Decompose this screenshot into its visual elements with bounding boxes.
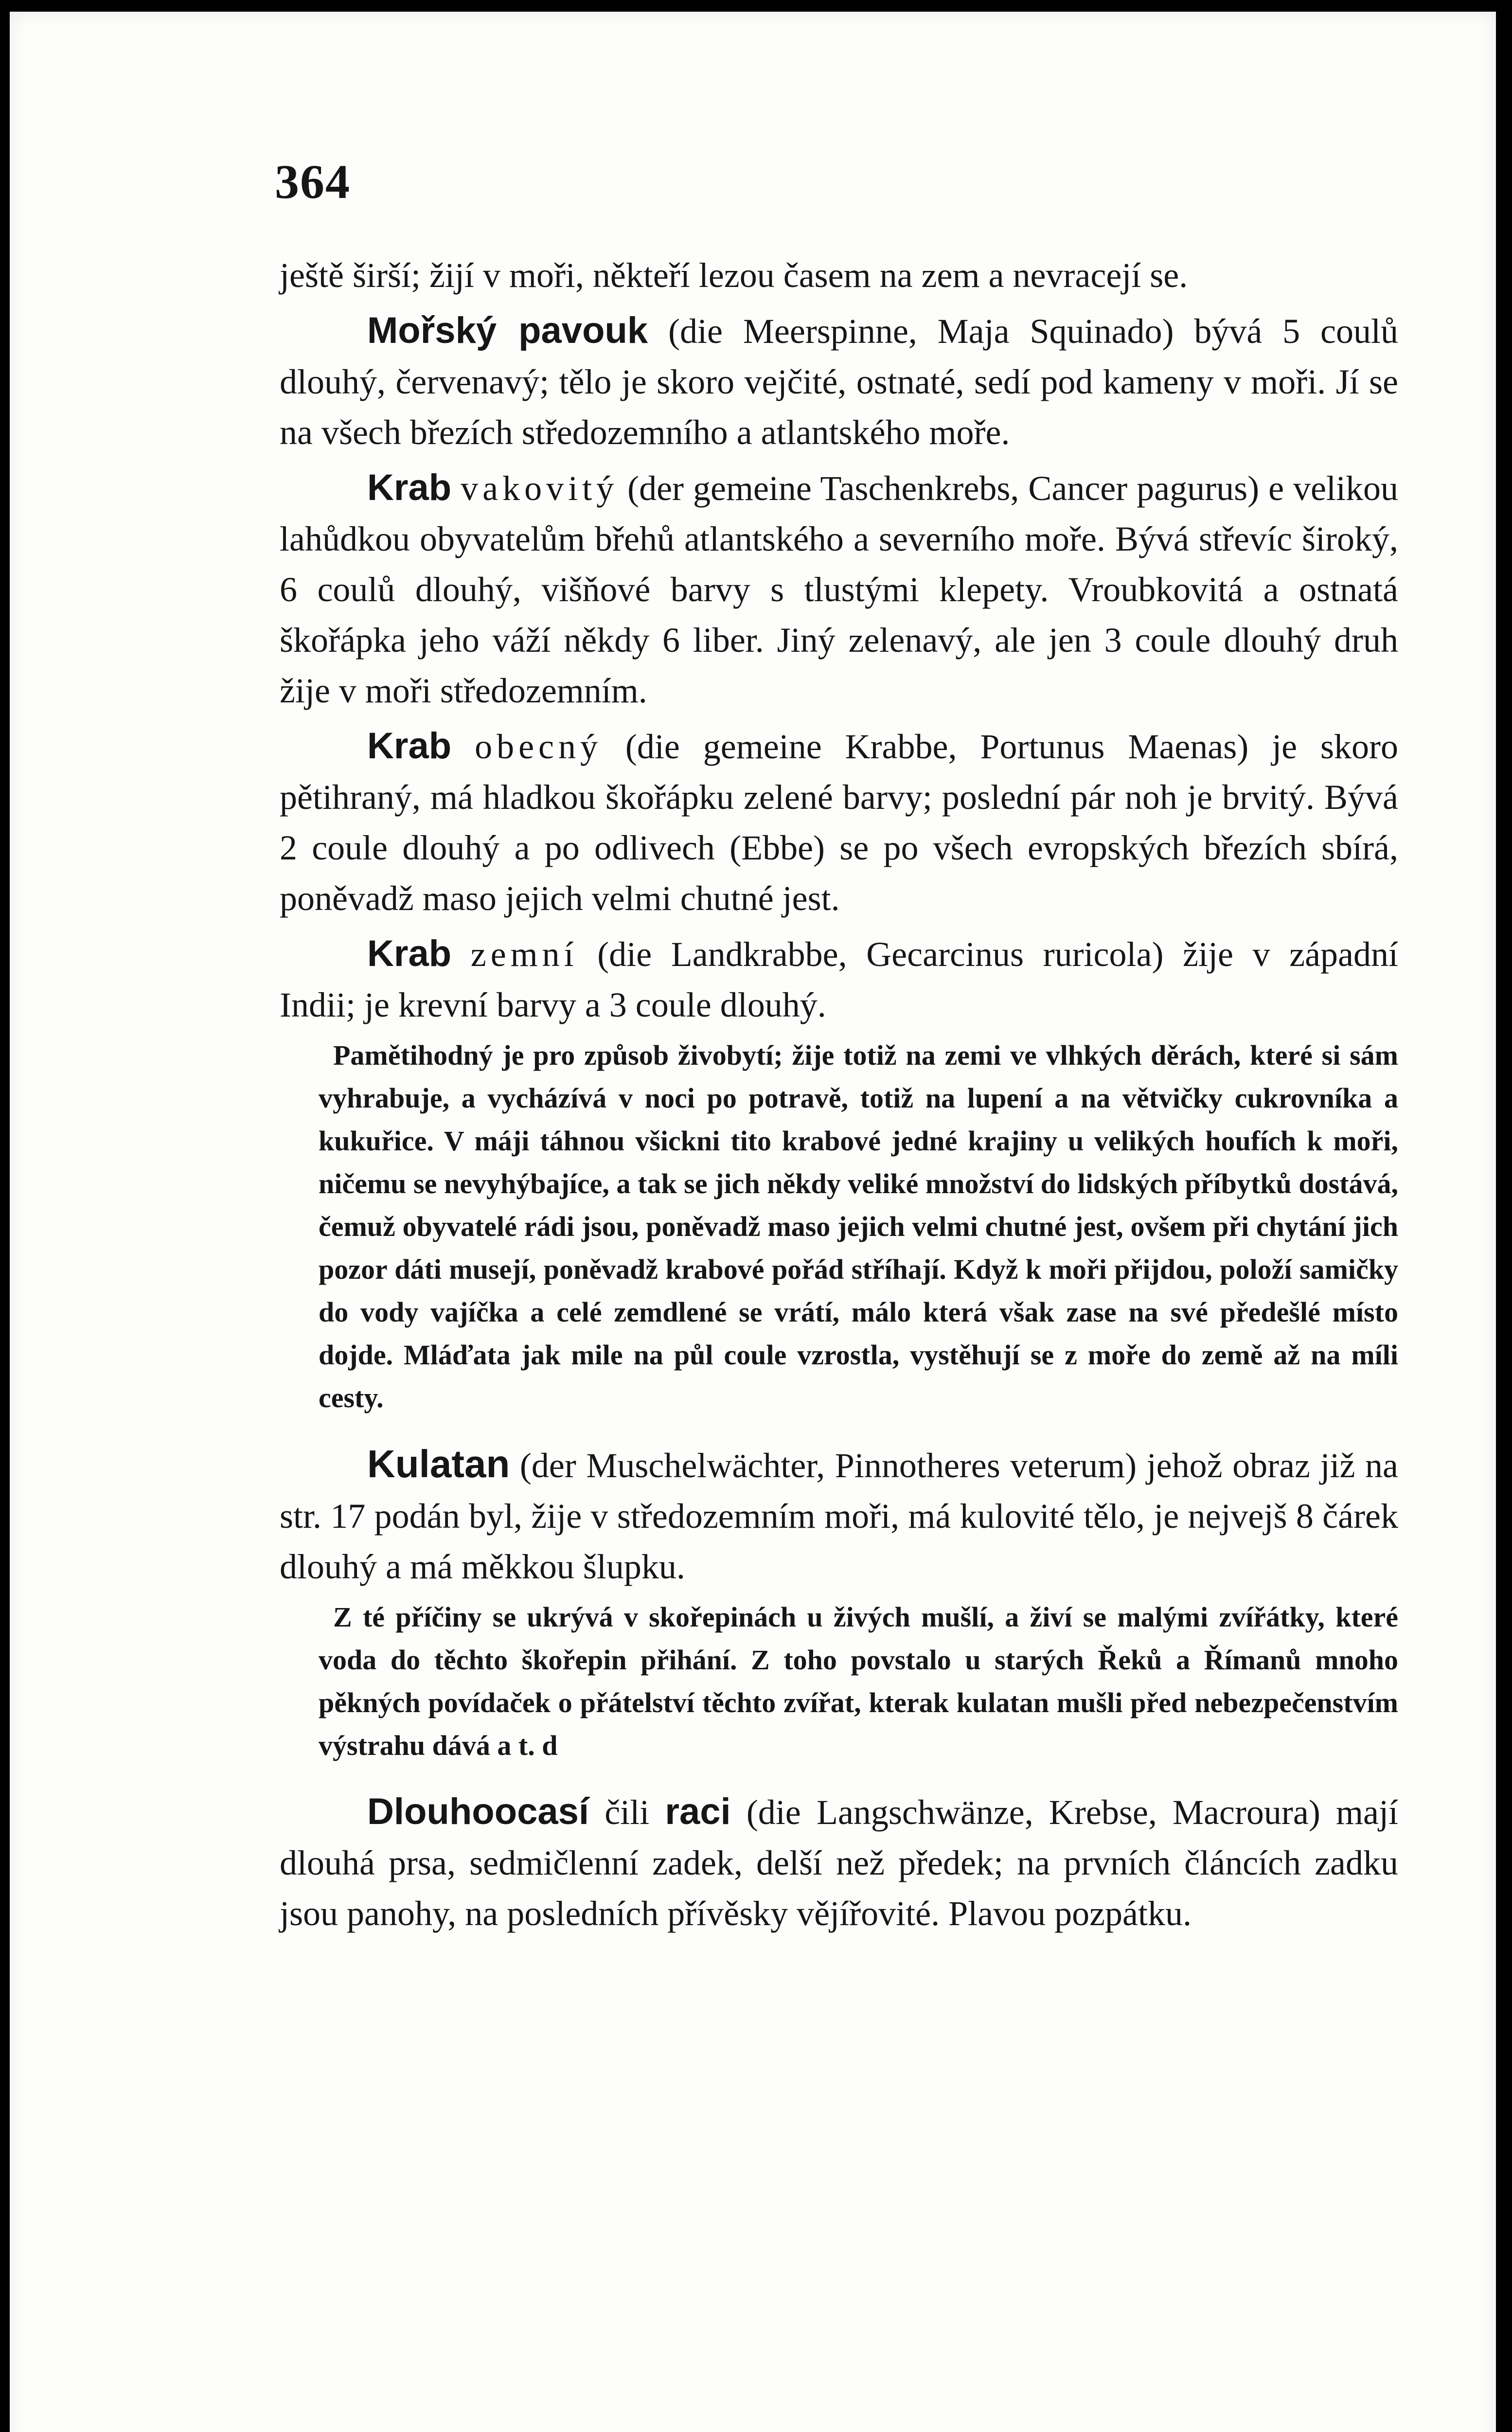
entry-text: (der gemeine Taschenkrebs, Cancer pagurus) e velikou lahůdkou obyvatelům břehů atlantského a severního moře. Bývá střevíc široký, 6 coulů dlouhý, višňové barvy s tlustými klepety. Vroubkovitá a ostnatá škořápka jeho váží někdy 6 liber. Jiný zelenavý, ale jen 3 coule dlouhý druh žije v moři středozemním.	[280, 469, 1398, 710]
entry-dlouhoocasi	[280, 1787, 1398, 1939]
entry-connector: čili	[589, 1793, 665, 1832]
entry-text: (die gemeine Krabbe, Portunus Maenas) je skoro pětihraný, má hladkou škořápku zelené barvy; poslední pár noh je brvitý. Bývá 2 coule dlouhý a po odlivech (Ebbe) se po všech evropských březích sbírá, poněvadž maso jejich velmi chutné jest.	[280, 727, 1399, 918]
book-page	[10, 12, 1496, 2432]
note-krab-zemni: Pamětihodný je pro způsob živobytí; žije totiž na zemi ve vlhkých děrách, které si sám vyhrabuje, a vycházívá v noci po potravě, totiž na lupení a na větvičky cukrovníka a kukuřice. V máji táhnou všickni tito krabové jedné krajiny u velikých houfích k moři, ničemu se nevyhýbajíce, a tak se jich někdy veliké množství do lidských příbytků dostává, čemuž obyvatelé rádi jsou, poněvadž maso jejich velmi chutné jest, ovšem při chytání jich pozor dáti musejí, poněvadž krabové pořád stříhají. Když k moři přijdou, položí samičky do vody vajíčka a celé zemdlené se vrátí, málo která však zase na své předešlé místo dojde. Mláďata jak mile na půl coule vzrostla, vystěhují se z moře do země až na míli cesty.	[319, 1039, 1398, 1413]
entry-headword: Krab	[367, 467, 452, 508]
entry-krab-vakovity	[280, 463, 1398, 716]
entry-text: (die Langschwänze, Krebse, Macroura) mají dlouhá prsa, sedmičlenní zadek, delší než předek; na prvních článcích zadku jsou panohy, na posledních přívěsky vějířovité. Plavou pozpátku.	[280, 1793, 1399, 1933]
page-text	[280, 250, 1398, 1939]
entry-headword: Krab	[367, 725, 452, 767]
entry-subheadword: vakovitý	[461, 469, 619, 508]
entry-kulatan	[280, 1439, 1398, 1592]
entry-headword: Mořský pavouk	[367, 310, 648, 351]
entry-headword: Krab	[367, 933, 452, 974]
paragraph-continued: ještě širší; žijí v moři, někteří lezou časem na zem a nevracejí se.	[280, 256, 1188, 295]
note-kulatan: Z té příčiny se ukrývá v skořepinách u živých mušlí, a živí se malými zvířátky, které voda do těchto škořepin přihání. Z toho povstalo u starých Řeků a Římanů mnoho pěkných povídaček o přátelství těchto zvířat, kterak kulatan mušli před nebezpečenstvím výstrahu dává a t. d	[319, 1601, 1398, 1761]
entry-subheadword: obecný	[475, 727, 602, 766]
entry-morsky-pavouk	[280, 305, 1398, 458]
entry-krab-obecny	[280, 721, 1398, 924]
entry-headword: Dlouhoocasí	[367, 1791, 589, 1832]
entry-headword: Kulatan	[367, 1442, 510, 1485]
page-number: 364	[275, 155, 351, 209]
entry-krab-zemni	[280, 929, 1398, 1030]
entry-text: (der Muschelwächter, Pinnotheres veterum) jehož obraz již na str. 17 podán byl, žije v středozemním moři, má kulovité tělo, je nejvejš 8 čárek dlouhý a má měkkou šlupku.	[280, 1446, 1398, 1586]
entry-headword-2: raci	[665, 1791, 731, 1832]
entry-subheadword: zemní	[470, 935, 578, 974]
entry-text: (die Meerspinne, Maja Squinado) bývá 5 coulů dlouhý, červenavý; tělo je skoro vejčité, ostnaté, sedí pod kameny v moři. Jí se na všech březích středozemního a atlantského moře.	[280, 312, 1398, 452]
entry-text: (die Landkrabbe, Gecarcinus ruricola) žije v západní Indii; je krevní barvy a 3 coule dlouhý.	[280, 935, 1398, 1024]
